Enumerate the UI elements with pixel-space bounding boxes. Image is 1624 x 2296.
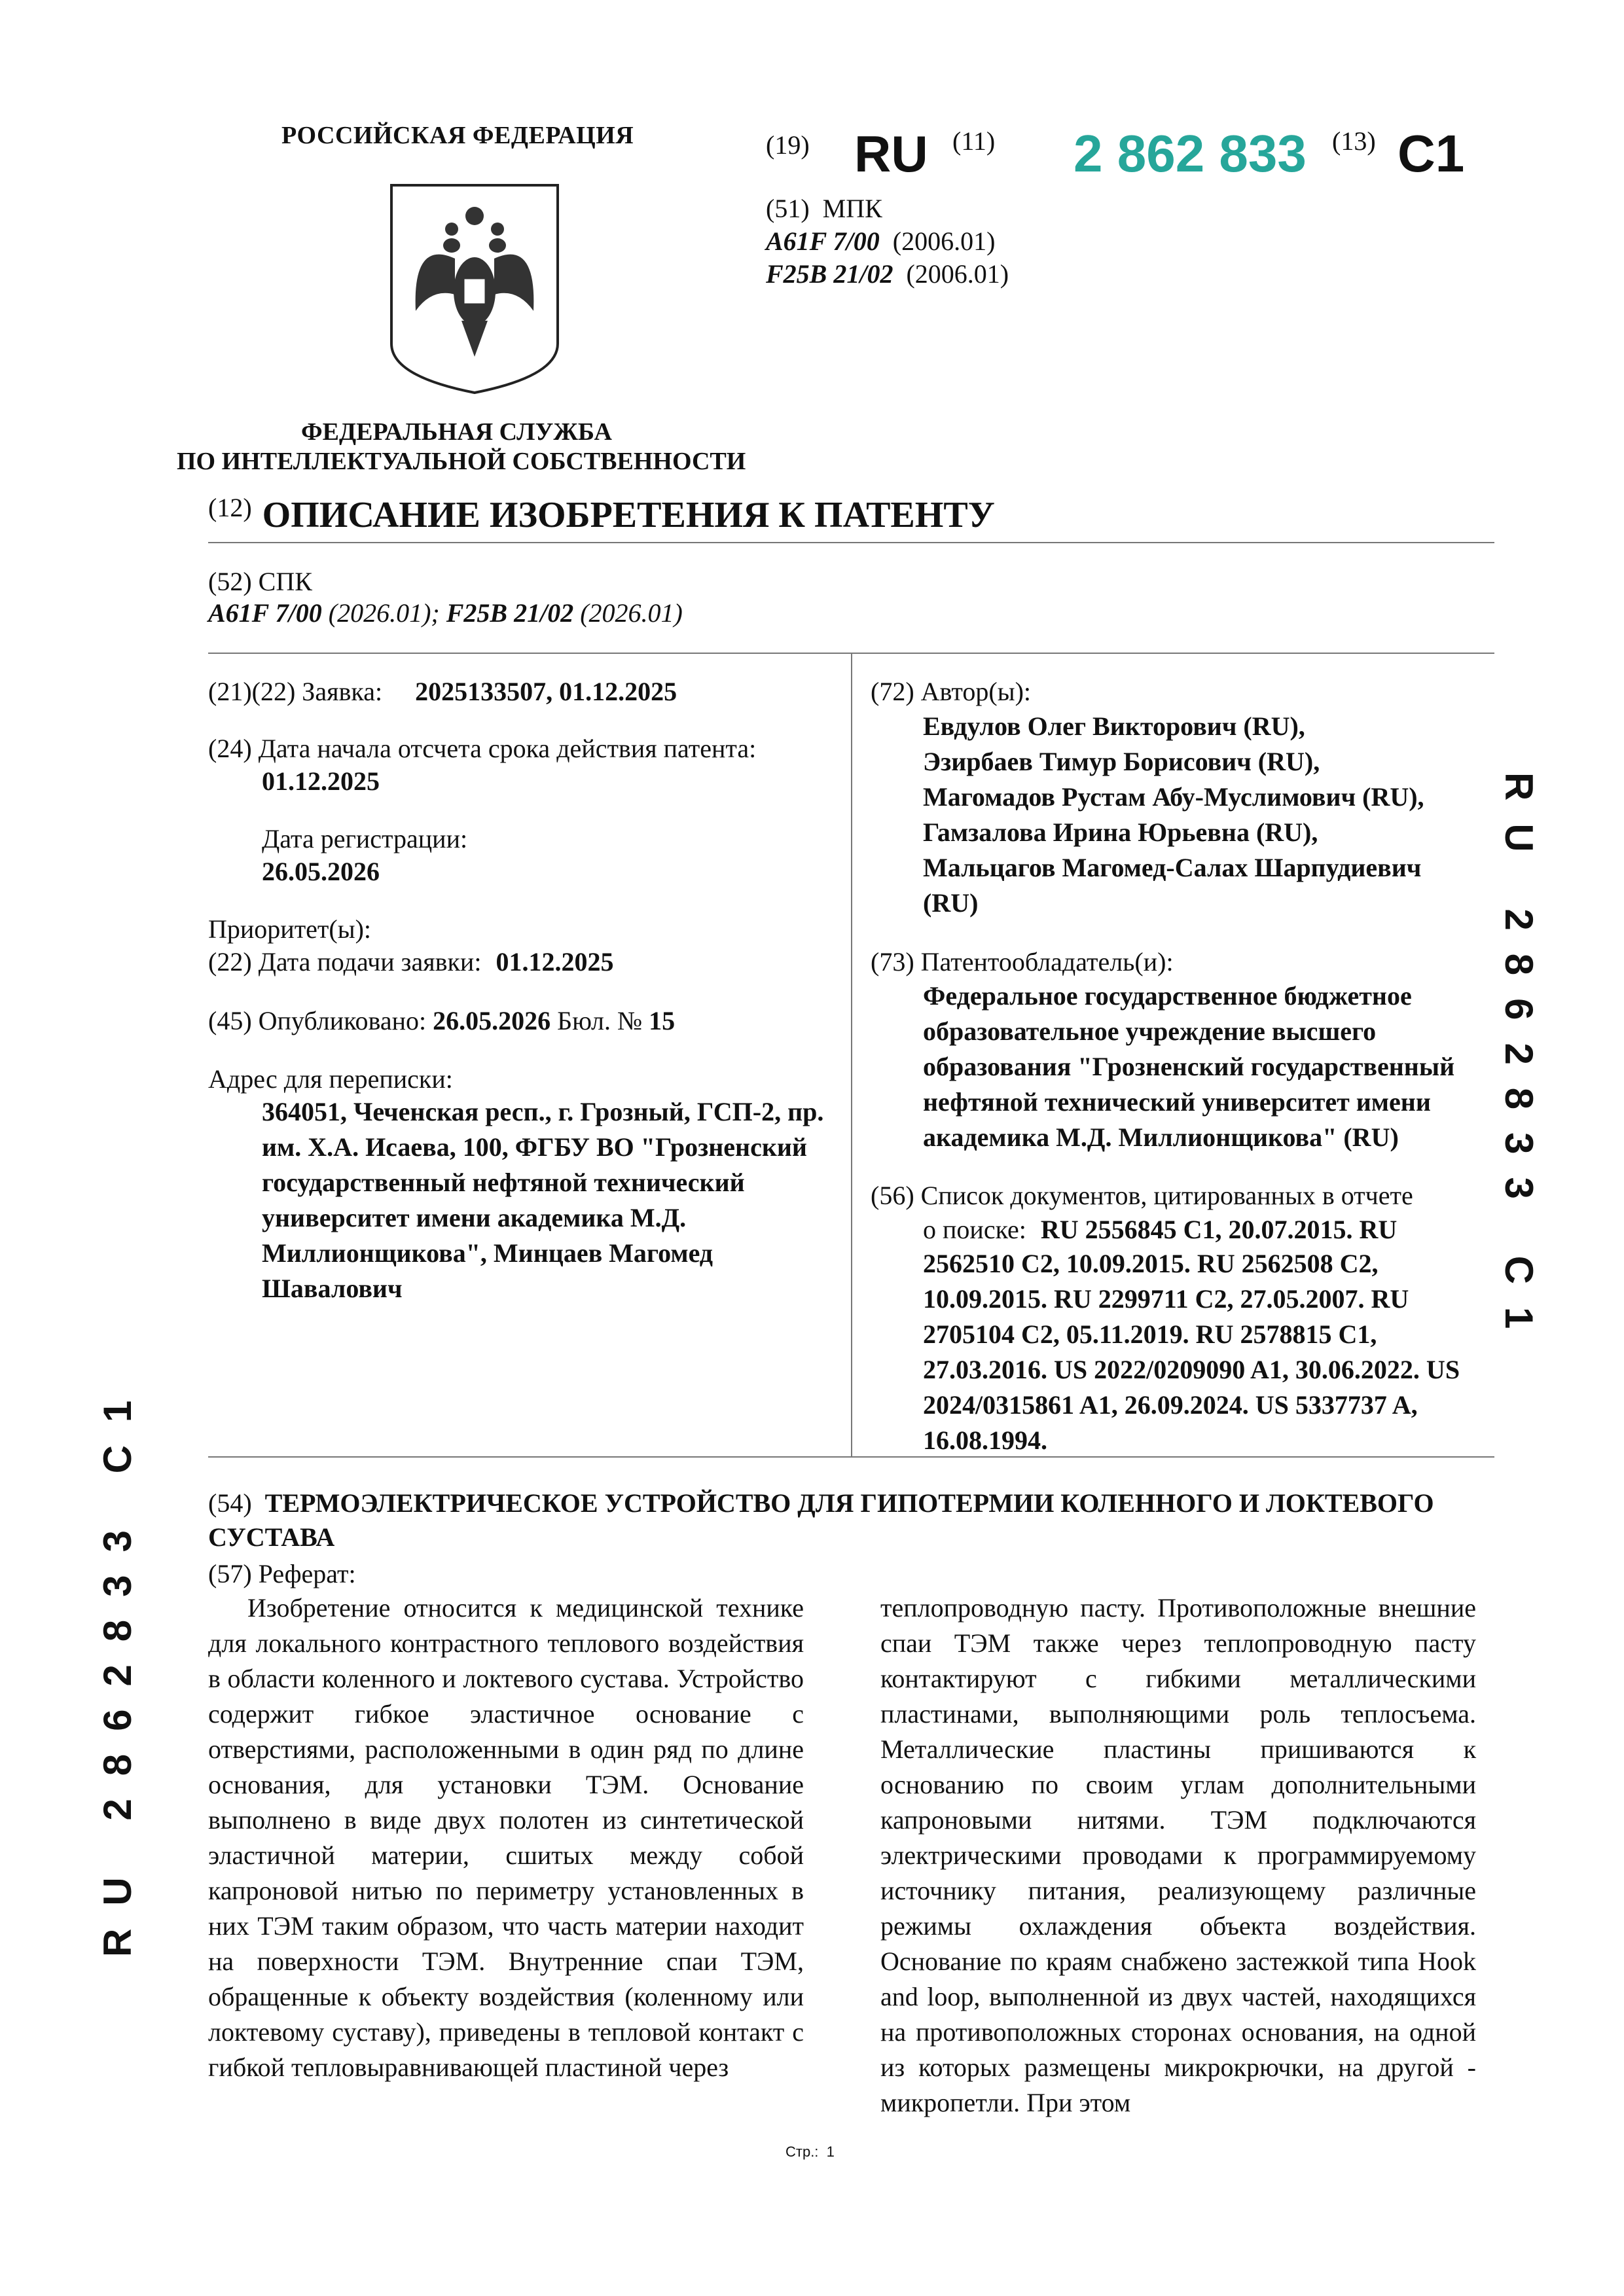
abstract-text: теплопроводную пасту. Противоположные внешние спаи ТЭМ также через теплопроводную пасту контактируют с гибкими металлическими пластинами, выполняющими роль теплосъема. Металлические пластины пришиваются к основанию по своим углам дополнительными капроновыми нитями. ТЭМ подключаются электрическими проводами к программируемому источнику питания, реализующему различные режимы охлаждения объекта воздействия. Основание по краям снабжено застежкой типа Hook and loop, выполненной из двух частей, находящихся на противоположных сторонах основания, на одной из которых размещены микрокрючки, на другой - микропетли. При этом (880, 1593, 1476, 2117)
priority-label: Приоритет(ы): (208, 914, 372, 944)
mpk-heading (766, 191, 882, 226)
cited-doc: 10.09.2015. RU 2299711 C2, 27.05.2007. RU (923, 1284, 1409, 1314)
address-line: Миллионщикова", Минцаев Магомед (262, 1238, 713, 1268)
cited-doc: 27.03.2016. US 2022/0209090 A1, 30.06.2022. US (923, 1355, 1460, 1384)
mpk-year: (2006.01) (892, 226, 996, 256)
bulletin-label: Бюл. № (557, 1006, 643, 1035)
application-row (208, 674, 677, 709)
author: (RU) (923, 888, 979, 918)
divider (208, 1456, 1494, 1458)
mpk-label: МПК (822, 194, 882, 223)
cited-doc: 2024/0315861 A1, 26.09.2024. US 5337737 A, (923, 1390, 1418, 1420)
registration-value: 26.05.2026 (262, 857, 380, 886)
cited-doc: 2562510 C2, 10.09.2015. RU 2562508 C2, (923, 1249, 1379, 1278)
term-start-value: 01.12.2025 (262, 766, 380, 796)
invention-title (208, 1486, 1434, 1521)
mpk-class: F25B 21/02 (766, 259, 893, 289)
cited-label-cont: о поиске: (923, 1215, 1026, 1244)
document-title-code: (12) (208, 493, 252, 522)
cited-list (923, 1246, 1460, 1458)
filing-row (208, 944, 613, 980)
code-13: (13) (1332, 126, 1376, 156)
author: Гамзалова Ирина Юрьевна (RU), (923, 817, 1318, 847)
country-name: РОССИЙСКАЯ ФЕДЕРАЦИЯ (281, 122, 634, 149)
abstract-column-right (880, 1590, 1476, 2121)
address-block (262, 1094, 823, 1306)
cited-doc: 16.08.1994. (923, 1426, 1047, 1455)
mpk-entry (766, 224, 995, 259)
owner-block (923, 978, 1454, 1155)
invention-title-line1: ТЕРМОЭЛЕКТРИЧЕСКОЕ УСТРОЙСТВО ДЛЯ ГИПОТЕРМИИ КОЛЕННОГО И ЛОКТЕВОГО (264, 1488, 1434, 1518)
owner-label: (73) Патентообладатель(и): (871, 947, 1174, 977)
address-line: Шавалович (262, 1274, 403, 1303)
author: Евдулов Олег Викторович (RU), (923, 711, 1305, 741)
invention-title-code: (54) (208, 1488, 252, 1518)
agency-name-line1: ФЕДЕРАЛЬНАЯ СЛУЖБА (301, 418, 612, 446)
code-19: (19) (766, 130, 810, 160)
author: Эзирбаев Тимур Борисович (RU), (923, 747, 1320, 776)
document-title (208, 492, 995, 538)
side-label-left: RU 2862833 C1 (96, 1377, 139, 1957)
application-value: 2025133507, 01.12.2025 (415, 677, 677, 706)
spk-class: A61F 7/00 (208, 598, 322, 628)
page-label: Стр.: (785, 2144, 819, 2160)
bulletin-value: 15 (649, 1006, 676, 1035)
document-title-text: ОПИСАНИЕ ИЗОБРЕТЕНИЯ К ПАТЕНТУ (262, 495, 995, 535)
mpk-entry (766, 257, 1009, 292)
spk-year: (2026.01) (573, 598, 683, 628)
address-line: им. Х.А. Исаева, 100, ФГБУ ВО "Грозненский (262, 1132, 807, 1162)
spk-classes (208, 596, 683, 631)
cited-doc: 2705104 C2, 05.11.2019. RU 2578815 C1, (923, 1319, 1377, 1349)
page-value: 1 (826, 2144, 835, 2160)
mpk-year: (2006.01) (906, 259, 1009, 289)
kind-code: C1 (1398, 124, 1465, 183)
divider (208, 542, 1494, 543)
mpk-class: A61F 7/00 (766, 226, 880, 256)
mpk-code: (51) (766, 194, 810, 223)
abstract-column-left (208, 1590, 804, 2085)
authors-list (923, 709, 1424, 921)
spk-class: F25B 21/02 (446, 598, 574, 628)
cited-first-row (923, 1212, 1397, 1247)
application-label: (21)(22) Заявка: (208, 677, 383, 706)
address-line: государственный нефтяной технический (262, 1168, 745, 1197)
authors-label: (72) Автор(ы): (871, 677, 1031, 706)
patent-number: 2 862 833 (1074, 124, 1307, 183)
owner-line: нефтяной технический университет имени (923, 1087, 1431, 1117)
agency-name-line2: ПО ИНТЕЛЛЕКТУАЛЬНОЙ СОБСТВЕННОСТИ (177, 448, 746, 475)
side-label-right: RU 2862833 C1 (1497, 772, 1541, 1352)
abstract-text: Изобретение относится к медицинской технике для локального контрастного теплового воздействия в области коленного и локтевого сустава. Устройство содержит гибкое эластичное основание с отверстиями, расположенными в один ряд по длине основания, для установки ТЭМ. Основание выполнено в виде двух полотен из синтетической эластичной материи, сшитых между собой капроновой нитью по периметру установленных в них ТЭМ таким образом, что часть материи находит на поверхности ТЭМ. Внутренние спаи ТЭМ, обращенные к объекту воздействия (коленному или локтевому суставу), приведены в тепловой контакт с гибкой тепловыравнивающей пластиной через (208, 1593, 804, 2082)
code-11: (11) (952, 126, 996, 156)
spk-label: (52) СПК (208, 567, 312, 596)
registration-label: Дата регистрации: (262, 824, 468, 853)
address-line: университет имени академика М.Д. (262, 1203, 687, 1232)
column-divider (851, 653, 852, 1456)
author: Мальцагов Магомед-Салах Шарпудиевич (923, 853, 1422, 882)
owner-line: образования "Грозненский государственный (923, 1052, 1455, 1081)
address-label: Адрес для переписки: (208, 1064, 453, 1094)
filing-value: 01.12.2025 (496, 947, 614, 977)
owner-line: Федеральное государственное бюджетное (923, 981, 1412, 1011)
country-code: RU (854, 125, 928, 183)
invention-title-line2: СУСТАВА (208, 1522, 335, 1552)
owner-line: образовательное учреждение высшего (923, 1016, 1377, 1046)
filing-label: (22) Дата подачи заявки: (208, 947, 482, 977)
author: Магомадов Рустам Абу-Муслимович (RU), (923, 782, 1424, 812)
cited-doc: RU 2556845 C1, 20.07.2015. RU (1040, 1215, 1398, 1244)
term-start-label: (24) Дата начала отсчета срока действия патента: (208, 734, 757, 763)
spk-year: (2026.01); (321, 598, 446, 628)
published-label: (45) Опубликовано: (208, 1006, 427, 1035)
published-row (208, 1003, 675, 1039)
page-number (785, 2144, 835, 2161)
published-value: 26.05.2026 (433, 1006, 551, 1035)
cited-label: (56) Список документов, цитированных в отчете (871, 1181, 1413, 1210)
abstract-label: (57) Реферат: (208, 1559, 356, 1588)
emblem-icon (386, 180, 563, 396)
owner-line: академика М.Д. Миллионщикова" (RU) (923, 1122, 1399, 1152)
address-line: 364051, Чеченская респ., г. Грозный, ГСП-2, пр. (262, 1097, 824, 1126)
